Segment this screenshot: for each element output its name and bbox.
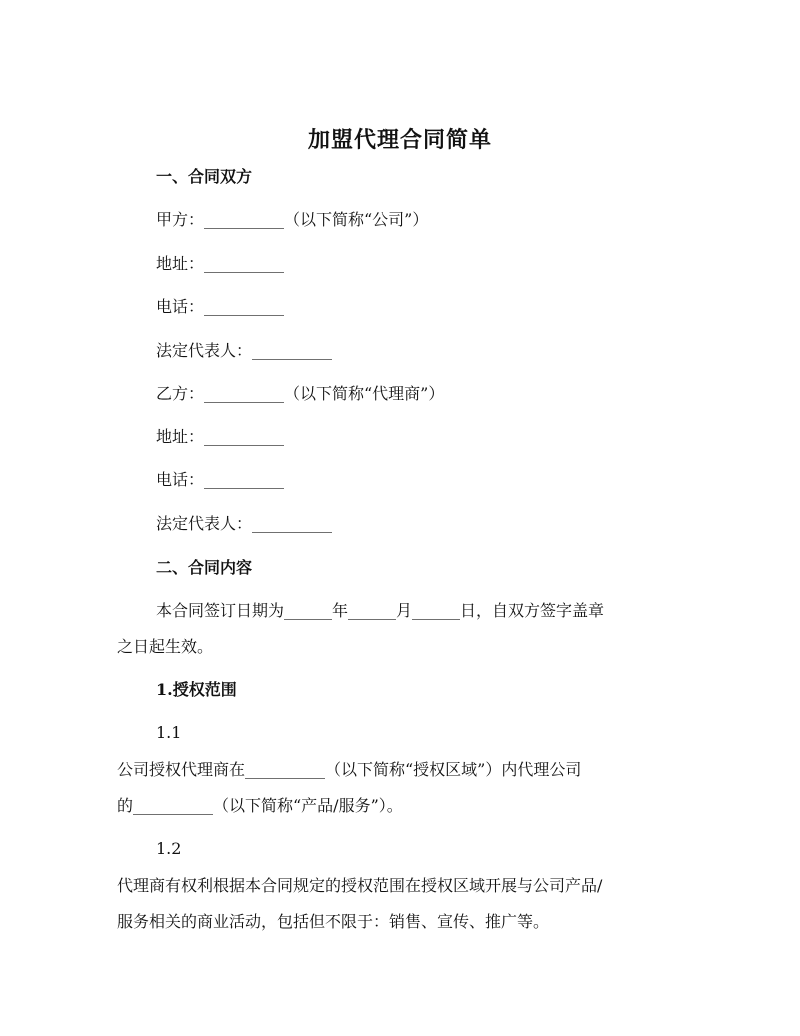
section-heading-parties: 一、合同双方 xyxy=(156,167,253,186)
party-b-phone: 电话：__________ xyxy=(156,470,285,489)
party-a-representative: 法定代表人：__________ xyxy=(156,341,333,360)
content-paragraph-line-2: 之日起生效。 xyxy=(117,637,214,656)
clause-1-2-line-2: 服务相关的商业活动，包括但不限于：销售、宣传、推广等。 xyxy=(117,912,550,931)
clause-1-1-line-1: 公司授权代理商在__________（以下简称“授权区域”）内代理公司 xyxy=(117,760,582,779)
party-a-phone: 电话：__________ xyxy=(156,297,285,316)
clause-1-1-line-2: 的__________（以下简称“产品/服务”）。 xyxy=(117,796,403,815)
section-heading-content: 二、合同内容 xyxy=(156,558,253,577)
clause-1-2-line-1: 代理商有权利根据本合同规定的授权范围在授权区域开展与公司产品/ xyxy=(117,876,603,895)
party-a-line: 甲方：__________（以下简称“公司”） xyxy=(156,210,429,229)
clause-1-1-number: 1.1 xyxy=(156,723,182,742)
clause-1-2-number: 1.2 xyxy=(156,839,182,858)
document-title: 加盟代理合同简单 xyxy=(307,127,492,153)
subsection-heading-authorization: 1.授权范围 xyxy=(156,680,237,699)
content-paragraph-line-1: 本合同签订日期为______年______月______日，自双方签字盖章 xyxy=(156,601,605,620)
party-a-address: 地址：__________ xyxy=(156,254,285,273)
party-b-line: 乙方：__________（以下简称“代理商”） xyxy=(156,384,445,403)
party-b-address: 地址：__________ xyxy=(156,427,285,446)
party-b-representative: 法定代表人：__________ xyxy=(156,514,333,533)
